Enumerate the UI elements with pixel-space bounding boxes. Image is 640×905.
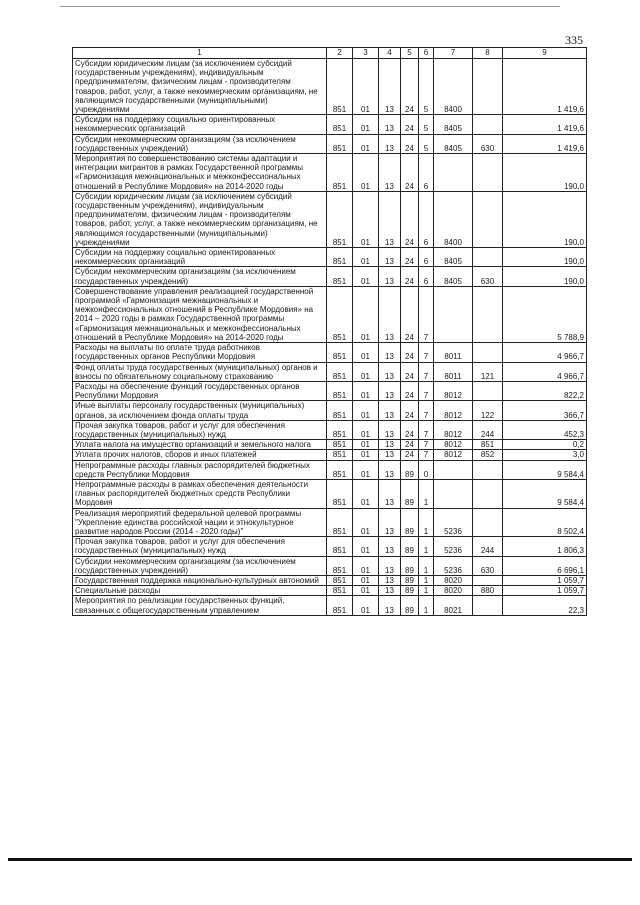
code-subsection-cell: 13	[379, 420, 401, 439]
code-admin-cell: 851	[327, 440, 353, 450]
code-subprogram-cell: 1	[419, 596, 434, 615]
table-body	[73, 59, 587, 616]
header-cell: 5	[401, 48, 419, 59]
header-cell: 7	[434, 48, 473, 59]
code-section-cell: 01	[353, 556, 379, 575]
code-expense-type-cell: 880	[473, 586, 503, 596]
code-admin-cell: 851	[327, 537, 353, 556]
code-section-cell: 01	[353, 362, 379, 381]
code-subsection-cell: 13	[379, 248, 401, 267]
code-subprogram-cell: 5	[419, 115, 434, 134]
code-section-cell: 01	[353, 586, 379, 596]
amount-cell: 0,2	[503, 440, 587, 450]
code-admin-cell: 851	[327, 596, 353, 615]
code-subsection-cell: 13	[379, 596, 401, 615]
row-name-cell: Субсидии юридическим лицам (за исключением субсидий государственным учреждениям), индивидуальным предпринимателям, физическим лицам - производителям товаров, работ, услуг, а также некоммерческим организациям, не являющимся государственными (муниципальными) учреждениями	[73, 59, 327, 115]
code-program-cell: 89	[401, 575, 419, 585]
code-program-cell: 89	[401, 479, 419, 508]
code-subprogram-cell: 1	[419, 508, 434, 537]
code-section-cell: 01	[353, 381, 379, 400]
row-name-cell: Прочая закупка товаров, работ и услуг для обеспечения государственных (муниципальных) нужд	[73, 537, 327, 556]
table-row	[73, 420, 587, 439]
amount-cell: 3,0	[503, 450, 587, 460]
code-program-cell: 24	[401, 59, 419, 115]
code-admin-cell: 851	[327, 575, 353, 585]
table-row	[73, 343, 587, 362]
row-name-cell: Специальные расходы	[73, 586, 327, 596]
code-program-cell: 89	[401, 508, 419, 537]
table-row	[73, 59, 587, 115]
code-subprogram-cell: 6	[419, 191, 434, 247]
code-program-cell: 24	[401, 191, 419, 247]
code-program-cell: 24	[401, 267, 419, 286]
code-direction-cell: 8405	[434, 134, 473, 153]
row-name-cell: Субсидии некоммерческим организациям (за исключением государственных учреждений)	[73, 267, 327, 286]
table-row	[73, 381, 587, 400]
table-row	[73, 450, 587, 460]
code-subprogram-cell: 1	[419, 556, 434, 575]
code-direction-cell: 5236	[434, 508, 473, 537]
code-admin-cell: 851	[327, 362, 353, 381]
table-row	[73, 267, 587, 286]
row-name-cell: Уплата налога на имущество организаций и земельного налога	[73, 440, 327, 450]
code-expense-type-cell: 630	[473, 556, 503, 575]
code-subsection-cell: 13	[379, 575, 401, 585]
header-cell: 4	[379, 48, 401, 59]
code-direction-cell: 8012	[434, 450, 473, 460]
code-expense-type-cell	[473, 479, 503, 508]
code-program-cell: 24	[401, 420, 419, 439]
code-program-cell: 24	[401, 362, 419, 381]
amount-cell: 452,3	[503, 420, 587, 439]
code-expense-type-cell: 122	[473, 401, 503, 420]
code-section-cell: 01	[353, 401, 379, 420]
code-section-cell: 01	[353, 286, 379, 342]
code-subprogram-cell: 7	[419, 450, 434, 460]
row-name-cell: Государственная поддержка национально-культурных автономий	[73, 575, 327, 585]
row-name-cell: Иные выплаты персоналу государственных (муниципальных) органов, за исключением фонда оплаты труда	[73, 401, 327, 420]
code-admin-cell: 851	[327, 248, 353, 267]
code-expense-type-cell	[473, 381, 503, 400]
code-section-cell: 01	[353, 248, 379, 267]
code-section-cell: 01	[353, 450, 379, 460]
table-row	[73, 537, 587, 556]
code-subsection-cell: 13	[379, 537, 401, 556]
code-direction-cell: 5236	[434, 556, 473, 575]
table-row	[73, 440, 587, 450]
code-direction-cell: 8012	[434, 420, 473, 439]
code-expense-type-cell	[473, 343, 503, 362]
table-row	[73, 596, 587, 615]
header-cell: 2	[327, 48, 353, 59]
row-name-cell: Расходы на выплаты по оплате труда работников государственных органов Республики Мордовия	[73, 343, 327, 362]
code-program-cell: 24	[401, 286, 419, 342]
code-program-cell: 24	[401, 343, 419, 362]
code-subprogram-cell: 7	[419, 440, 434, 450]
amount-cell: 190,0	[503, 191, 587, 247]
code-program-cell: 89	[401, 586, 419, 596]
code-section-cell: 01	[353, 575, 379, 585]
code-program-cell: 24	[401, 115, 419, 134]
code-program-cell: 24	[401, 381, 419, 400]
code-expense-type-cell	[473, 115, 503, 134]
code-admin-cell: 851	[327, 586, 353, 596]
code-subprogram-cell: 1	[419, 537, 434, 556]
code-direction-cell: 8021	[434, 596, 473, 615]
code-direction-cell: 8012	[434, 401, 473, 420]
top-scan-edge	[60, 6, 560, 7]
code-subsection-cell: 13	[379, 343, 401, 362]
code-admin-cell: 851	[327, 420, 353, 439]
code-direction-cell: 8011	[434, 362, 473, 381]
code-subprogram-cell: 5	[419, 134, 434, 153]
code-admin-cell: 851	[327, 286, 353, 342]
row-name-cell: Субсидии некоммерческим организациям (за исключением государственных учреждений)	[73, 556, 327, 575]
table-header-row	[73, 48, 587, 59]
code-section-cell: 01	[353, 537, 379, 556]
code-direction-cell	[434, 154, 473, 192]
amount-cell: 822,2	[503, 381, 587, 400]
table-row	[73, 134, 587, 153]
row-name-cell: Прочая закупка товаров, работ и услуг для обеспечения государственных (муниципальных) нужд	[73, 420, 327, 439]
code-expense-type-cell: 630	[473, 267, 503, 286]
code-direction-cell: 8405	[434, 115, 473, 134]
code-section-cell: 01	[353, 267, 379, 286]
code-expense-type-cell	[473, 460, 503, 479]
code-subprogram-cell: 5	[419, 59, 434, 115]
table-row	[73, 362, 587, 381]
code-admin-cell: 851	[327, 479, 353, 508]
code-subsection-cell: 13	[379, 267, 401, 286]
code-admin-cell: 851	[327, 508, 353, 537]
code-section-cell: 01	[353, 420, 379, 439]
header-cell: 9	[503, 48, 587, 59]
code-admin-cell: 851	[327, 59, 353, 115]
code-subsection-cell: 13	[379, 508, 401, 537]
code-section-cell: 01	[353, 59, 379, 115]
code-section-cell: 01	[353, 479, 379, 508]
page-number: 335	[565, 33, 583, 47]
code-program-cell: 24	[401, 440, 419, 450]
code-subsection-cell: 13	[379, 586, 401, 596]
code-admin-cell: 851	[327, 154, 353, 192]
table-row	[73, 586, 587, 596]
code-subsection-cell: 13	[379, 154, 401, 192]
code-subsection-cell: 13	[379, 362, 401, 381]
amount-cell: 366,7	[503, 401, 587, 420]
code-expense-type-cell	[473, 154, 503, 192]
table-row	[73, 154, 587, 192]
code-subprogram-cell: 0	[419, 460, 434, 479]
code-expense-type-cell	[473, 575, 503, 585]
code-expense-type-cell	[473, 191, 503, 247]
code-subprogram-cell: 1	[419, 586, 434, 596]
code-direction-cell: 5236	[434, 537, 473, 556]
code-subsection-cell: 13	[379, 440, 401, 450]
row-name-cell: Фонд оплаты труда государственных (муниципальных) органов и взносы по обязательному социальному страхованию	[73, 362, 327, 381]
code-subprogram-cell: 7	[419, 401, 434, 420]
header-cell: 8	[473, 48, 503, 59]
code-subsection-cell: 13	[379, 479, 401, 508]
code-direction-cell: 8405	[434, 267, 473, 286]
amount-cell: 5 788,9	[503, 286, 587, 342]
amount-cell: 8 502,4	[503, 508, 587, 537]
code-subsection-cell: 13	[379, 381, 401, 400]
code-expense-type-cell	[473, 248, 503, 267]
code-expense-type-cell: 244	[473, 537, 503, 556]
row-name-cell: Совершенствование управления реализацией государственной программой «Гармонизация межнациональных и межконфессиональных отношений в Республике Мордовия» на 2014 – 2020 годы в рамках Государственной программы «Гармонизация межнациональных и межконфессиональных отношений в Республике Мордовия» на 2014-2020 годы	[73, 286, 327, 342]
code-admin-cell: 851	[327, 267, 353, 286]
row-name-cell: Субсидии на поддержку социально ориентированных некоммерческих организаций	[73, 115, 327, 134]
code-subprogram-cell: 6	[419, 267, 434, 286]
code-subprogram-cell: 7	[419, 381, 434, 400]
code-admin-cell: 851	[327, 556, 353, 575]
row-name-cell: Мероприятия по совершенствованию системы адаптации и интеграции мигрантов в рамках Государственной программы «Гармонизация межнациональных и межконфессиональных отношений в Республике Мордовия» на 2014-2020 годы	[73, 154, 327, 192]
table-row	[73, 401, 587, 420]
code-direction-cell: 8020	[434, 575, 473, 585]
code-admin-cell: 851	[327, 381, 353, 400]
amount-cell: 1 806,3	[503, 537, 587, 556]
code-subsection-cell: 13	[379, 59, 401, 115]
code-admin-cell: 851	[327, 134, 353, 153]
code-direction-cell	[434, 286, 473, 342]
header-cell: 1	[73, 48, 327, 59]
table-row	[73, 575, 587, 585]
code-admin-cell: 851	[327, 460, 353, 479]
header-cell: 6	[419, 48, 434, 59]
code-expense-type-cell	[473, 596, 503, 615]
row-name-cell: Мероприятия по реализации государственных функций, связанных с общегосударственным управлением	[73, 596, 327, 615]
code-section-cell: 01	[353, 440, 379, 450]
amount-cell: 4 966,7	[503, 362, 587, 381]
code-program-cell: 89	[401, 596, 419, 615]
table-row	[73, 286, 587, 342]
code-direction-cell: 8012	[434, 440, 473, 450]
code-expense-type-cell: 851	[473, 440, 503, 450]
code-expense-type-cell: 121	[473, 362, 503, 381]
table-row	[73, 115, 587, 134]
code-expense-type-cell	[473, 59, 503, 115]
row-name-cell: Субсидии на поддержку социально ориентированных некоммерческих организаций	[73, 248, 327, 267]
amount-cell: 9 584,4	[503, 460, 587, 479]
row-name-cell: Непрограммные расходы в рамках обеспечения деятельности главных распорядителей бюджетных средств Республики Мордовия	[73, 479, 327, 508]
row-name-cell: Субсидии юридическим лицам (за исключением субсидий государственным учреждениям), индивидуальным предпринимателям, физическим лицам - производителям товаров, работ, услуг, а также некоммерческим организациям, не являющимся государственными (муниципальными) учреждениями	[73, 191, 327, 247]
code-subsection-cell: 13	[379, 115, 401, 134]
bottom-scan-edge	[8, 858, 632, 861]
code-expense-type-cell	[473, 508, 503, 537]
header-cell: 3	[353, 48, 379, 59]
code-program-cell: 24	[401, 450, 419, 460]
amount-cell: 190,0	[503, 248, 587, 267]
code-expense-type-cell: 244	[473, 420, 503, 439]
amount-cell: 1 419,6	[503, 115, 587, 134]
code-direction-cell: 8405	[434, 248, 473, 267]
amount-cell: 1 059,7	[503, 575, 587, 585]
code-program-cell: 24	[401, 134, 419, 153]
code-admin-cell: 851	[327, 343, 353, 362]
amount-cell: 1 059,7	[503, 586, 587, 596]
code-subsection-cell: 13	[379, 556, 401, 575]
code-section-cell: 01	[353, 191, 379, 247]
code-subsection-cell: 13	[379, 401, 401, 420]
code-program-cell: 24	[401, 401, 419, 420]
code-program-cell: 24	[401, 154, 419, 192]
row-name-cell: Субсидии некоммерческим организациям (за исключением государственных учреждений)	[73, 134, 327, 153]
code-subprogram-cell: 6	[419, 154, 434, 192]
code-admin-cell: 851	[327, 191, 353, 247]
code-subprogram-cell: 7	[419, 343, 434, 362]
code-program-cell: 24	[401, 248, 419, 267]
code-program-cell: 89	[401, 556, 419, 575]
code-direction-cell	[434, 479, 473, 508]
row-name-cell: Реализация мероприятий федеральной целевой программы "Укрепление единства российской нации и этнокультурное развитие народов России (2014 - 2020 годы)"	[73, 508, 327, 537]
code-section-cell: 01	[353, 154, 379, 192]
code-direction-cell	[434, 460, 473, 479]
code-program-cell: 89	[401, 537, 419, 556]
row-name-cell: Непрограммные расходы главных распорядителей бюджетных средств Республики Мордовия	[73, 460, 327, 479]
amount-cell: 22,3	[503, 596, 587, 615]
code-direction-cell: 8011	[434, 343, 473, 362]
code-direction-cell: 8400	[434, 59, 473, 115]
table-row	[73, 556, 587, 575]
amount-cell: 9 584,4	[503, 479, 587, 508]
code-subsection-cell: 13	[379, 191, 401, 247]
code-subprogram-cell: 7	[419, 420, 434, 439]
code-subprogram-cell: 7	[419, 286, 434, 342]
code-direction-cell: 8400	[434, 191, 473, 247]
code-section-cell: 01	[353, 460, 379, 479]
row-name-cell: Уплата прочих налогов, сборов и иных платежей	[73, 450, 327, 460]
amount-cell: 6 696,1	[503, 556, 587, 575]
code-subsection-cell: 13	[379, 450, 401, 460]
amount-cell: 1 419,6	[503, 59, 587, 115]
amount-cell: 4 966,7	[503, 343, 587, 362]
row-name-cell: Расходы на обеспечение функций государственных органов Республики Мордовия	[73, 381, 327, 400]
code-program-cell: 89	[401, 460, 419, 479]
code-subprogram-cell: 6	[419, 248, 434, 267]
amount-cell: 1 419,6	[503, 134, 587, 153]
table-row	[73, 248, 587, 267]
code-subsection-cell: 13	[379, 460, 401, 479]
table-row	[73, 508, 587, 537]
code-section-cell: 01	[353, 134, 379, 153]
code-subsection-cell: 13	[379, 134, 401, 153]
code-subprogram-cell: 1	[419, 575, 434, 585]
table-row	[73, 460, 587, 479]
code-expense-type-cell	[473, 286, 503, 342]
table-row	[73, 479, 587, 508]
code-direction-cell: 8012	[434, 381, 473, 400]
code-section-cell: 01	[353, 508, 379, 537]
code-admin-cell: 851	[327, 450, 353, 460]
code-direction-cell: 8020	[434, 586, 473, 596]
code-subprogram-cell: 7	[419, 362, 434, 381]
budget-table	[72, 47, 587, 616]
code-expense-type-cell: 630	[473, 134, 503, 153]
code-section-cell: 01	[353, 596, 379, 615]
amount-cell: 190,0	[503, 154, 587, 192]
amount-cell: 190,0	[503, 267, 587, 286]
table-row	[73, 191, 587, 247]
code-section-cell: 01	[353, 343, 379, 362]
code-section-cell: 01	[353, 115, 379, 134]
code-subsection-cell: 13	[379, 286, 401, 342]
code-admin-cell: 851	[327, 115, 353, 134]
code-admin-cell: 851	[327, 401, 353, 420]
code-subprogram-cell: 1	[419, 479, 434, 508]
code-expense-type-cell: 852	[473, 450, 503, 460]
